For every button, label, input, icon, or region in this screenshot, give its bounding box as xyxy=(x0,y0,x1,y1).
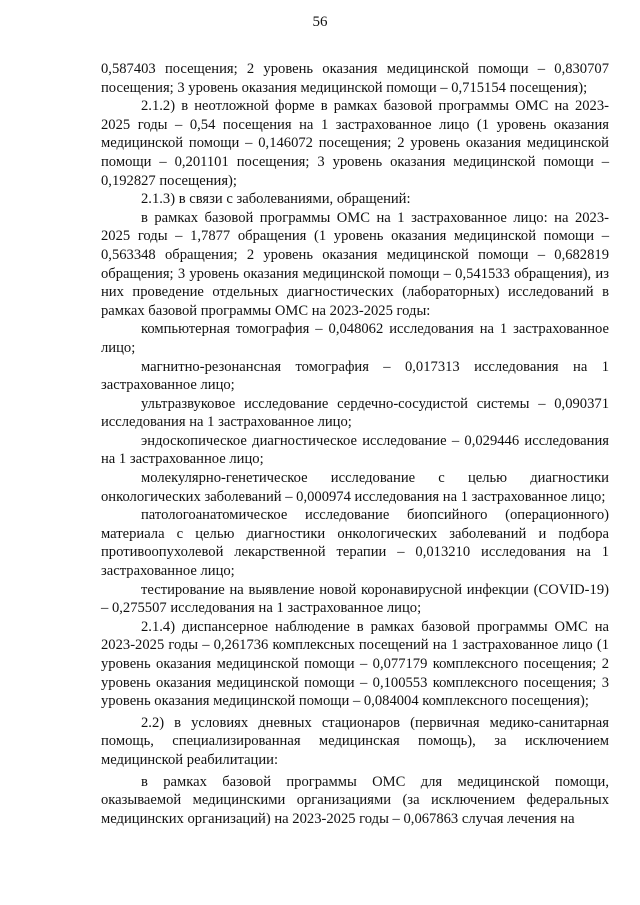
paragraph-2-1-3: 2.1.3) в связи с заболеваниями, обращений: xyxy=(141,191,411,208)
paragraph-2-1-2: 2.1.2) в неотложной форме в рамках базовой программы ОМС на 2023- 2025 годы – 0,54 посещения на 1 застрахованное лицо (1 уровень оказания медицинской помощи – 0,146072 посещения; 2 уровень оказания медицинской помощи – 0,201101 посещения; 3 уровень оказания медицинской помощи – 0,192827 посещения); xyxy=(101,98,609,189)
paragraph-pathology: патологоанатомическое исследование биопсийного (операционного) материала с целью диагностики онкологических заболеваний и подбора противоопухолевой лекарственной терапии – 0,013210 исследования на 1 застрахованное лицо; xyxy=(101,507,609,580)
paragraph-day-hospital-base-program: в рамках базовой программы ОМС для медицинской помощи, оказываемой медицинскими организациями (за исключением федеральных медицинских организаций) на 2023-2025 годы – 0,067863 случая лечения на xyxy=(101,773,609,827)
paragraph-appeals-base-program: в рамках базовой программы ОМС на 1 застрахованное лицо: на 2023- 2025 годы – 1,7877 обращения (1 уровень оказания медицинской помощи – 0,563348 обращения; 2 уровень оказания медицинской помощи – 0,682819 обращения; 3 уровень оказания медицинской помощи – 0,541533 обращения), из них проведение отдельных диагностических (лабораторных) исследований в рамках базовой программы ОМС на 2023-2025 годы: xyxy=(101,209,609,319)
paragraph-continuation: 0,587403 посещения; 2 уровень оказания медицинской помощи – 0,830707 посещения; 3 уровень оказания медицинской помощи – 0,715154 посещения); xyxy=(101,61,609,96)
paragraph-2-2: 2.2) в условиях дневных стационаров (первичная медико-санитарная помощь, специализированная медицинская помощь), за исключением медицинской реабилитации: xyxy=(101,714,609,768)
paragraph-mri: магнитно-резонансная томография – 0,017313 исследования на 1 застрахованное лицо; xyxy=(101,358,609,394)
paragraph-ultrasound-cardio: ультразвуковое исследование сердечно-сосудистой системы – 0,090371 исследования на 1 застрахованное лицо; xyxy=(101,395,609,431)
document-body xyxy=(101,60,609,828)
page-number: 56 xyxy=(312,14,328,30)
paragraph-2-1-4: 2.1.4) диспансерное наблюдение в рамках базовой программы ОМС на 2023-2025 годы – 0,261736 комплексных посещений на 1 застрахованное лицо (1 уровень оказания медицинской помощи – 0,077179 комплексного посещения; 2 уровень оказания медицинской помощи – 0,100553 комплексного посещения; 3 уровень оказания медицинской помощи – 0,084004 комплексного посещения); xyxy=(101,618,609,710)
paragraph-molecular-genetic: молекулярно-генетическое исследование с целью диагностики онкологических заболеваний – 0,000974 исследования на 1 застрахованное лицо; xyxy=(101,470,609,505)
paragraph-endoscopy: эндоскопическое диагностическое исследование – 0,029446 исследования на 1 застрахованное лицо; xyxy=(101,432,609,468)
paragraph-computed-tomography: компьютерная томография – 0,048062 исследования на 1 застрахованное лицо; xyxy=(101,321,609,356)
paragraph-covid-testing: тестирование на выявление новой коронавирусной инфекции (COVID-19) – 0,275507 исследования на 1 застрахованное лицо; xyxy=(101,581,609,617)
